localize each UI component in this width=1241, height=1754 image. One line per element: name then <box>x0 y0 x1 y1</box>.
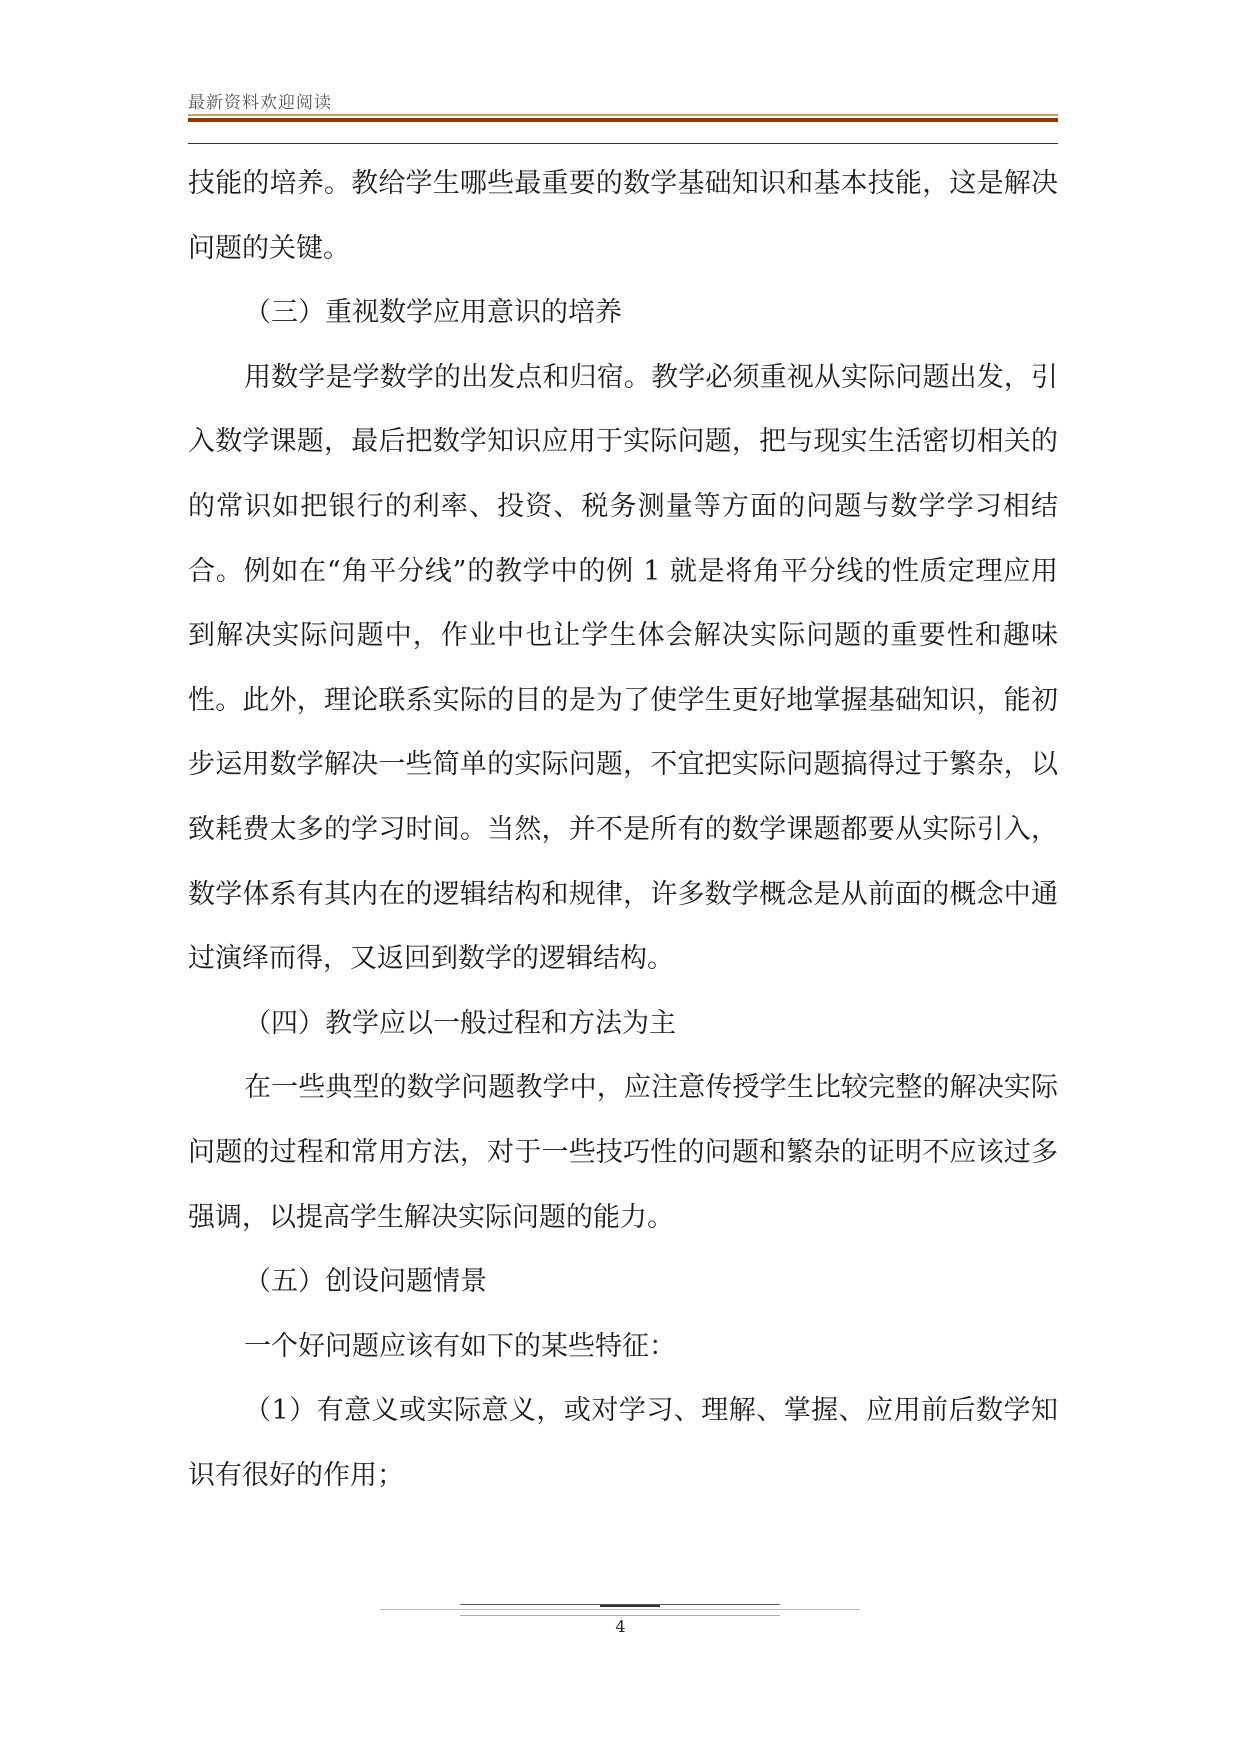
footer-rule-bottom <box>460 1615 780 1616</box>
header-rule-thick <box>188 118 1058 122</box>
paragraph: 技能的培养。教给学生哪些最重要的数学基础知识和基本技能，这是解决问题的关键。 <box>188 168 1058 264</box>
paragraph: 在一些典型的数学问题教学中，应注意传授学生比较完整的解决实际问题的过程和常用方法，对于一些技巧性的问题和繁杂的证明不应该过多强调，以提高学生解决实际问题的能力。 <box>188 1072 1058 1233</box>
footer-rule-long <box>380 1609 860 1610</box>
paragraph: 一个好问题应该有如下的某些特征： <box>244 1330 676 1362</box>
list-item: （1）有意义或实际意义，或对学习、理解、掌握、应用前后数学知识有很好的作用； <box>188 1395 1058 1491</box>
header-rule-bottom <box>188 143 1058 144</box>
section-heading: （三）重视数学应用意识的培养 <box>244 297 622 329</box>
paragraph: 用数学是学数学的出发点和归宿。教学必须重视从实际问题出发，引入数学课题，最后把数学知识应用于实际问题，把与现实生活密切相关的的常识如把银行的利率、投资、税务测量等方面的问题与数学学习相结合。例如在“角平分线”的教学中的例 1 就是将角平分线的性质定理应用到解决实际问题中，作业中也让学生体会解决实际问题的重要性和趣味性。此外，理论联系实际的目的是为了使学生更好地掌握基础知识，能初步运用数学解决一些简单的实际问题，不宜把实际问题搞得过于繁杂，以致耗费太多的学习时间。当然，并不是所有的数学课题都要从实际引入，数学体系有其内在的逻辑结构和规律，许多数学概念是从前面的概念中通过演绎而得，又返回到数学的逻辑结构。 <box>188 361 1058 975</box>
section-heading: （五）创设问题情景 <box>244 1266 487 1298</box>
document-body <box>188 152 1058 1508</box>
section-heading: （四）教学应以一般过程和方法为主 <box>244 1007 676 1039</box>
header-text: 最新资料欢迎阅读 <box>188 93 332 113</box>
header-rule-thin <box>188 114 1058 116</box>
page-number: 4 <box>615 1617 626 1636</box>
footer-rule-center <box>600 1605 660 1607</box>
